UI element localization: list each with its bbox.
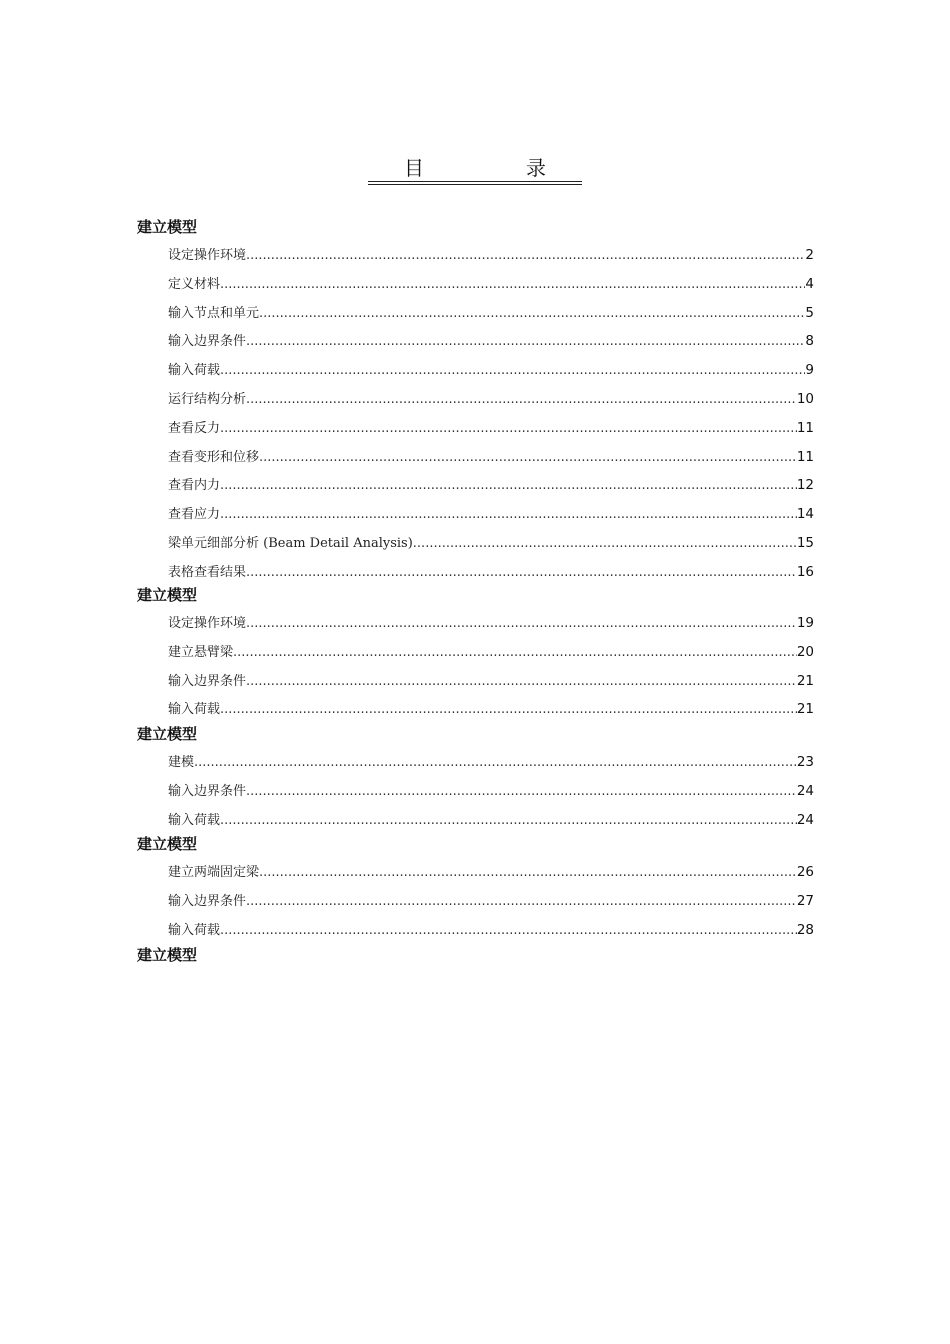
toc-entry-page: 21	[796, 701, 814, 718]
toc-entry-page: 24	[796, 811, 814, 828]
toc-entry-page: 26	[796, 864, 814, 880]
toc-entry[interactable]	[168, 919, 814, 937]
toc-entry[interactable]	[168, 474, 814, 492]
toc-entry[interactable]	[168, 561, 814, 579]
toc-entry-label: 设定操作环境	[168, 248, 247, 263]
toc-entry-label: 输入边界条件	[168, 334, 247, 350]
toc-entry-page: 15	[796, 535, 814, 551]
dot-leader	[246, 392, 797, 407]
dot-leader	[259, 450, 797, 465]
dot-leader	[246, 616, 797, 631]
toc-entry-label: 表格查看结果	[168, 564, 247, 580]
toc-title-char-2: 录	[526, 156, 546, 180]
toc-entry-label: 输入边界条件	[168, 673, 247, 689]
toc-entry-page: 20	[796, 643, 814, 660]
toc-entry-label: 输入边界条件	[168, 783, 247, 799]
toc-entry[interactable]	[168, 861, 814, 879]
toc-entry[interactable]	[168, 532, 814, 550]
toc-entry-page: 19	[796, 615, 814, 631]
section-heading: 建立模型	[137, 725, 198, 743]
toc-entry[interactable]	[168, 388, 814, 406]
toc-entry-label: 输入边界条件	[168, 893, 247, 909]
toc-entry-page: 5	[805, 304, 814, 321]
dot-leader	[220, 421, 797, 436]
toc-entry-page: 11	[796, 419, 814, 436]
toc-entry-page: 14	[796, 506, 814, 523]
title-underline	[368, 181, 582, 182]
section-heading: 建立模型	[137, 835, 198, 853]
dot-leader	[220, 507, 797, 522]
dot-leader	[259, 865, 797, 880]
toc-entry-label: 设定操作环境	[168, 616, 247, 631]
toc-entry-page: 28	[796, 921, 814, 938]
toc-entry[interactable]	[168, 612, 814, 630]
dot-leader	[220, 277, 805, 292]
toc-entry[interactable]	[168, 698, 814, 716]
toc-entry-page: 24	[796, 782, 814, 799]
toc-entry[interactable]	[168, 641, 814, 659]
dot-leader	[220, 923, 797, 938]
toc-entry-label: 运行结构分析	[168, 392, 247, 407]
toc-entry-page: 9	[805, 362, 814, 379]
toc-entry[interactable]	[168, 751, 814, 769]
dot-leader	[246, 334, 805, 349]
toc-entry-label: 查看内力	[168, 478, 221, 494]
toc-entry-label: 输入荷载	[168, 922, 221, 938]
toc-entry-page: 23	[796, 754, 814, 770]
section-heading: 建立模型	[137, 946, 198, 964]
toc-entry[interactable]	[168, 446, 814, 464]
toc-title	[368, 150, 582, 182]
toc-entry[interactable]	[168, 359, 814, 377]
dot-leader	[246, 674, 797, 689]
title-underline-double	[368, 184, 582, 185]
dot-leader	[220, 813, 797, 828]
toc-entry[interactable]	[168, 890, 814, 908]
toc-entry[interactable]	[168, 503, 814, 521]
toc-entry-label: 建模	[168, 755, 195, 770]
toc-entry-label: 输入荷载	[168, 363, 221, 379]
toc-entry-page: 27	[796, 892, 814, 909]
dot-leader	[194, 755, 797, 770]
toc-title-char-1: 目	[404, 156, 424, 180]
toc-entry-label: 建立两端固定梁	[168, 865, 260, 880]
toc-entry-label: 建立悬臂梁	[168, 644, 234, 660]
toc-entry[interactable]	[168, 809, 814, 827]
toc-entry-page: 10	[796, 391, 814, 407]
toc-entry[interactable]	[168, 302, 814, 320]
dot-leader	[233, 645, 797, 660]
toc-entry-page: 11	[796, 448, 814, 465]
toc-entry-label: 输入荷载	[168, 702, 221, 718]
dot-leader	[246, 894, 797, 909]
toc-entry[interactable]	[168, 417, 814, 435]
dot-leader	[246, 248, 805, 263]
dot-leader	[220, 363, 805, 378]
dot-leader	[220, 702, 797, 717]
toc-entry-page: 2	[805, 247, 814, 263]
toc-entry-label: 查看应力	[168, 507, 221, 523]
toc-entry-page: 21	[796, 672, 814, 689]
toc-entry-page: 12	[796, 477, 814, 494]
toc-entry-label: 查看变形和位移	[168, 449, 260, 465]
toc-entry[interactable]	[168, 670, 814, 688]
toc-entry[interactable]	[168, 780, 814, 798]
toc-entry-label: 定义材料	[168, 276, 221, 292]
toc-entry-label: 输入节点和单元	[168, 305, 260, 321]
toc-entry-page: 4	[805, 275, 814, 292]
dot-leader	[246, 565, 797, 580]
toc-entry[interactable]	[168, 244, 814, 262]
dot-leader	[220, 478, 797, 493]
toc-entry-label: 查看反力	[168, 420, 221, 436]
toc-entry[interactable]	[168, 273, 814, 291]
toc-entry-page: 16	[796, 563, 814, 580]
dot-leader	[246, 784, 797, 799]
dot-leader	[259, 306, 805, 321]
toc-entry-label: 输入荷载	[168, 812, 221, 828]
section-heading: 建立模型	[137, 586, 198, 604]
toc-entry[interactable]	[168, 330, 814, 348]
section-heading: 建立模型	[137, 218, 198, 236]
dot-leader	[413, 536, 797, 551]
toc-entry-label: 梁单元细部分析 (Beam Detail Analysis)	[168, 536, 413, 551]
toc-entry-page: 8	[805, 333, 814, 350]
